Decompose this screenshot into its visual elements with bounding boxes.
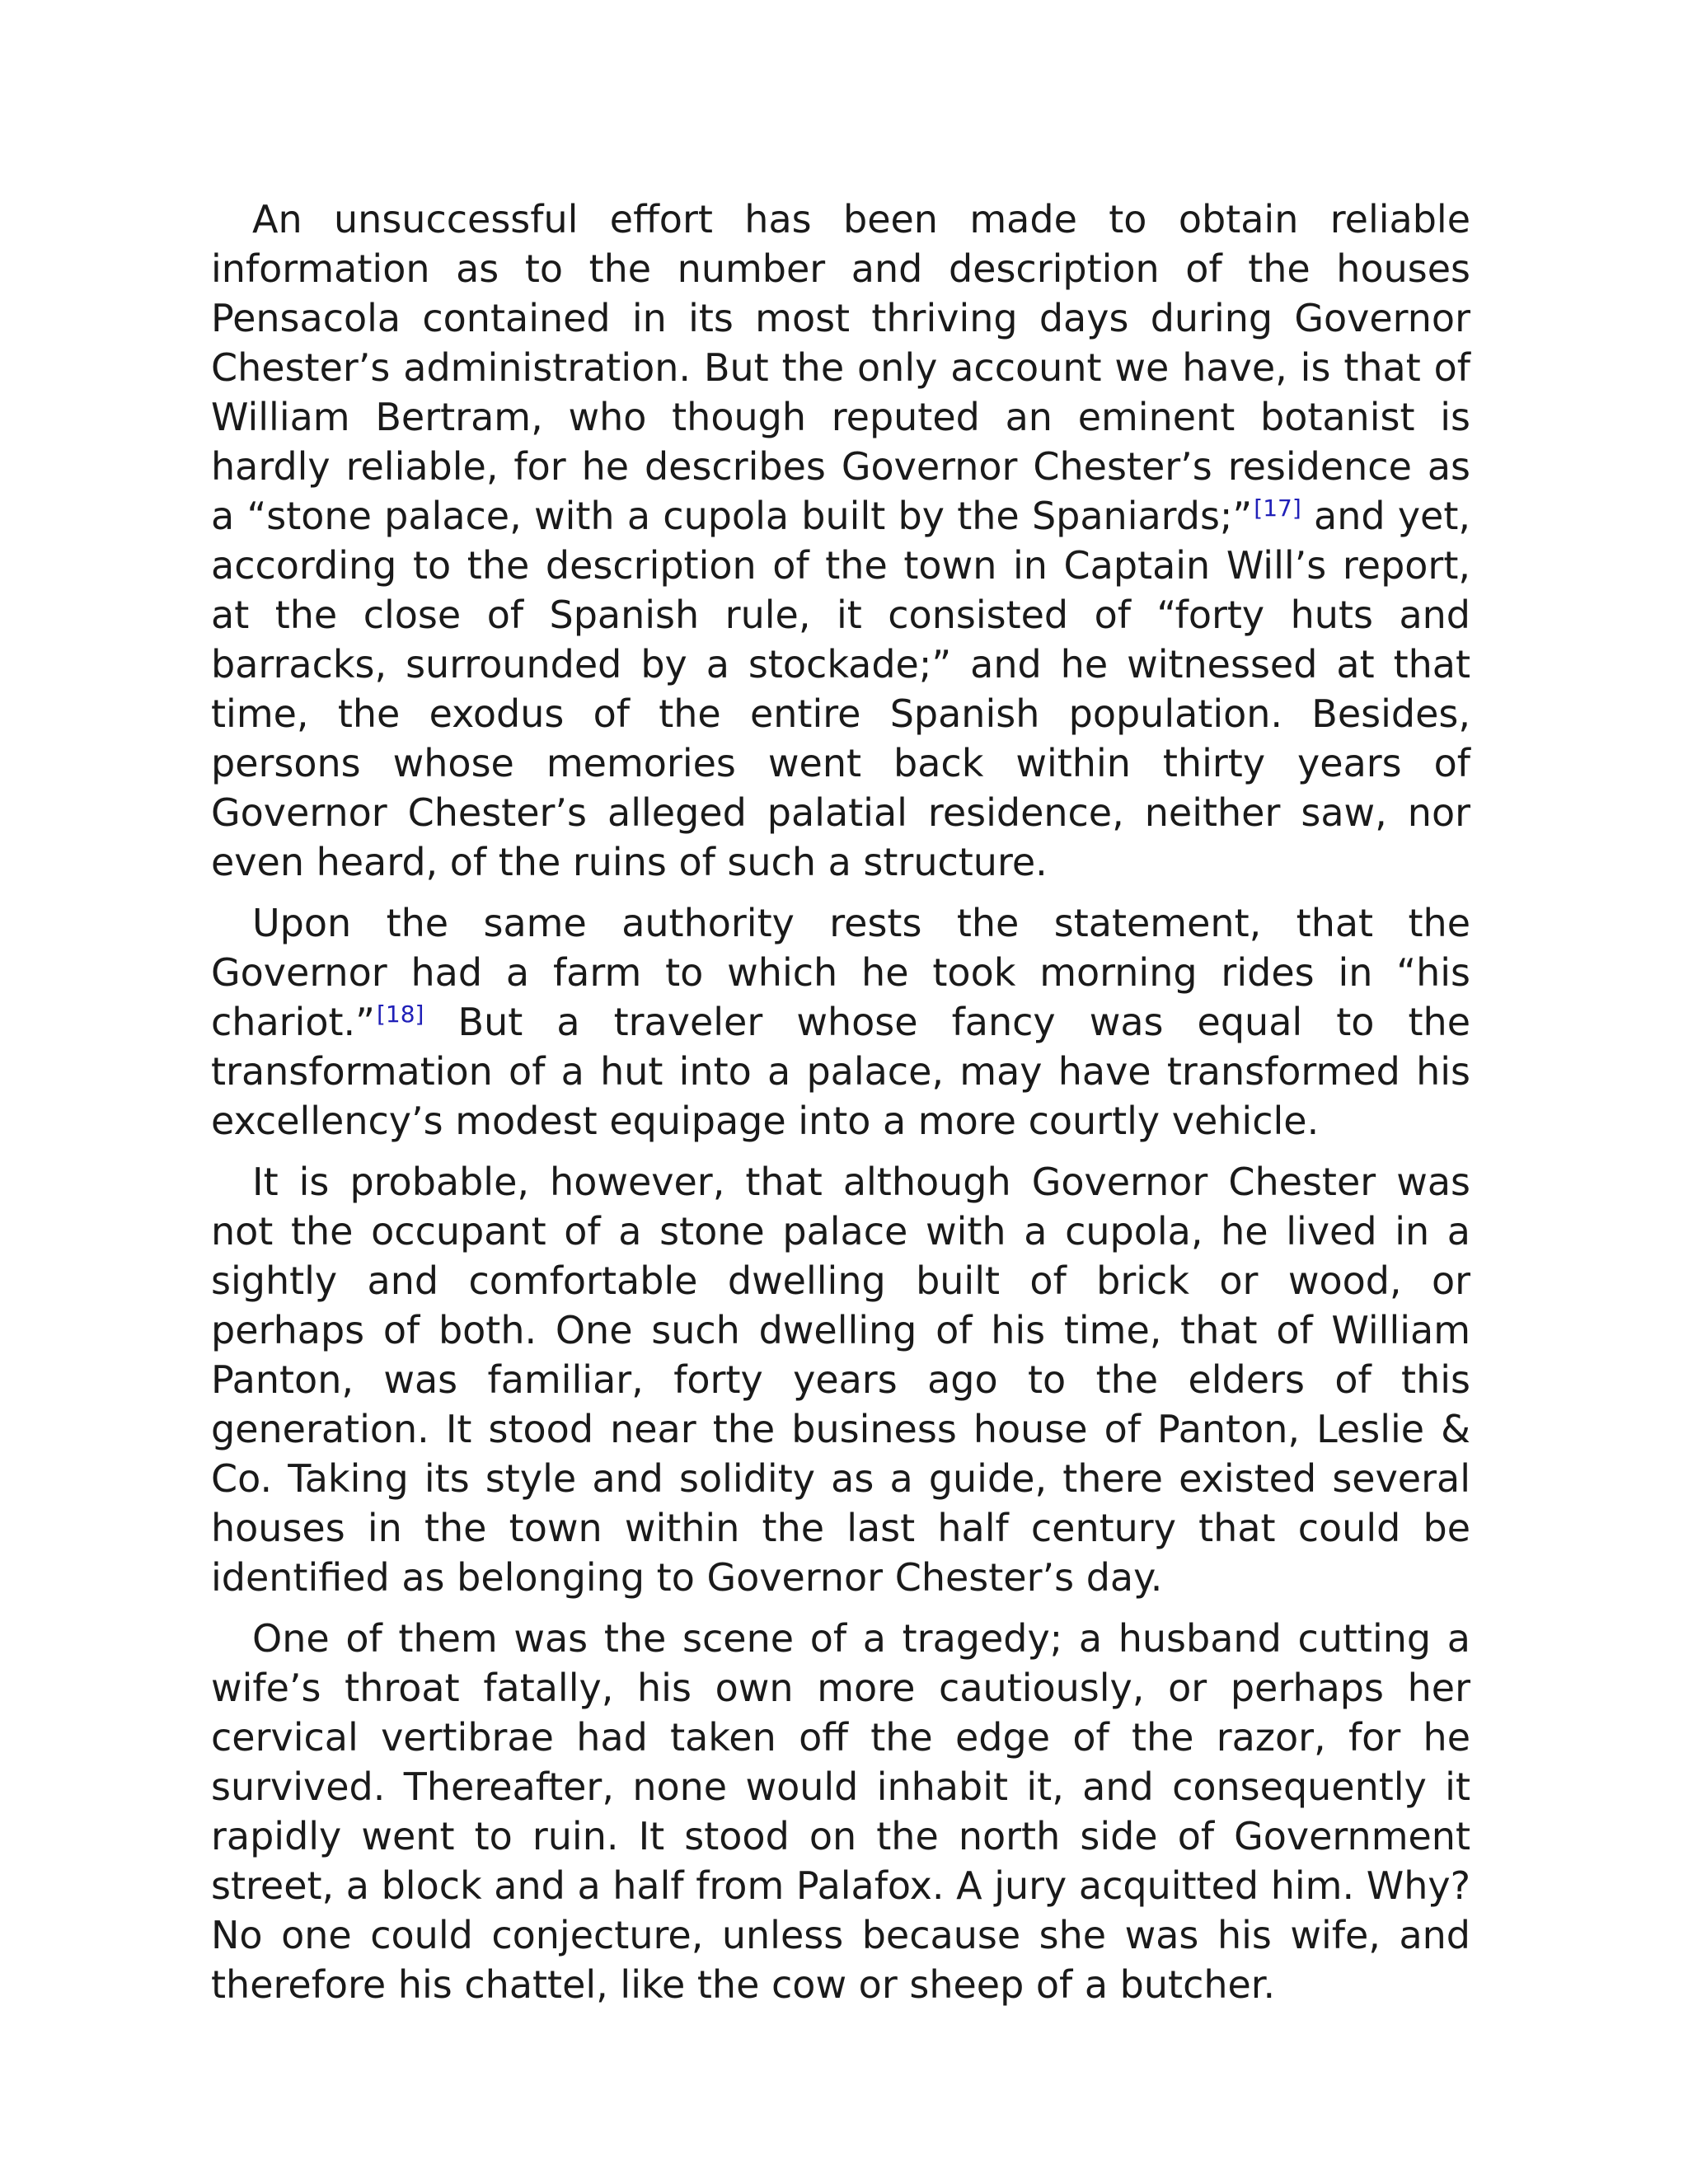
footnote-link-17[interactable]: [17]: [1254, 494, 1301, 522]
paragraph-4: One of them was the scene of a tragedy; a husband cutting a wife’s throat fatally, his own more cautiously, or perhaps her cervical vertibrae had taken off the edge of the razor, for he survived. Thereafter, none would inhabit it, and consequently it rapidly went to ruin. It stood on the north side of Government street, a block and a half from Palafox. A jury acquitted him. Why? No one could conjecture, unless because she was his wife, and therefore his chattel, like the cow or sheep of a butcher.: [211, 1616, 1470, 2007]
paragraph-3: It is probable, however, that although Governor Chester was not the occupant of a stone palace with a cupola, he lived in a sightly and comfortable dwelling built of brick or wood, or perhaps of both. One such dwelling of his time, that of William Panton, was familiar, forty years ago to the elders of this generation. It stood near the business house of Panton, Leslie & Co. Taking its style and solidity as a guide, there existed several houses in the town within the last half century that could be identified as belonging to Governor Chester’s day.: [211, 1160, 1470, 1600]
paragraph-2-text-a: Upon the same authority rests the statement, that the Governor had a farm to which he took morning rides in “his chariot.”: [211, 901, 1470, 1044]
page-body: [211, 194, 1470, 2021]
paragraph-2: [211, 898, 1470, 1146]
paragraph-1-text-b: and yet, according to the description of the town in Captain Will’s report, at the close of Spanish rule, it consisted of “forty huts and barracks, surrounded by a stockade;” and he witnessed at that time, the exodus of the entire Spanish population. Besides, persons whose memories went back within thirty years of Governor Chester’s alleged palatial residence, neither saw, nor even heard, of the ruins of such a structure.: [211, 494, 1470, 884]
paragraph-2-text-b: But a traveler whose fancy was equal to the transformation of a hut into a palace, may have transformed his excellency’s modest equipage into a more courtly vehicle.: [211, 1000, 1470, 1143]
paragraph-1: [211, 194, 1470, 887]
paragraph-1-text-a: An unsuccessful effort has been made to obtain reliable information as to the number and description of the houses Pensacola contained in its most thriving days during Governor Chester’s administration. But the only account we have, is that of William Bertram, who though reputed an eminent botanist is hardly reliable, for he describes Governor Chester’s residence as a “stone palace, with a cupola built by the Spaniards;”: [211, 197, 1470, 538]
footnote-link-18[interactable]: [18]: [376, 1000, 424, 1028]
